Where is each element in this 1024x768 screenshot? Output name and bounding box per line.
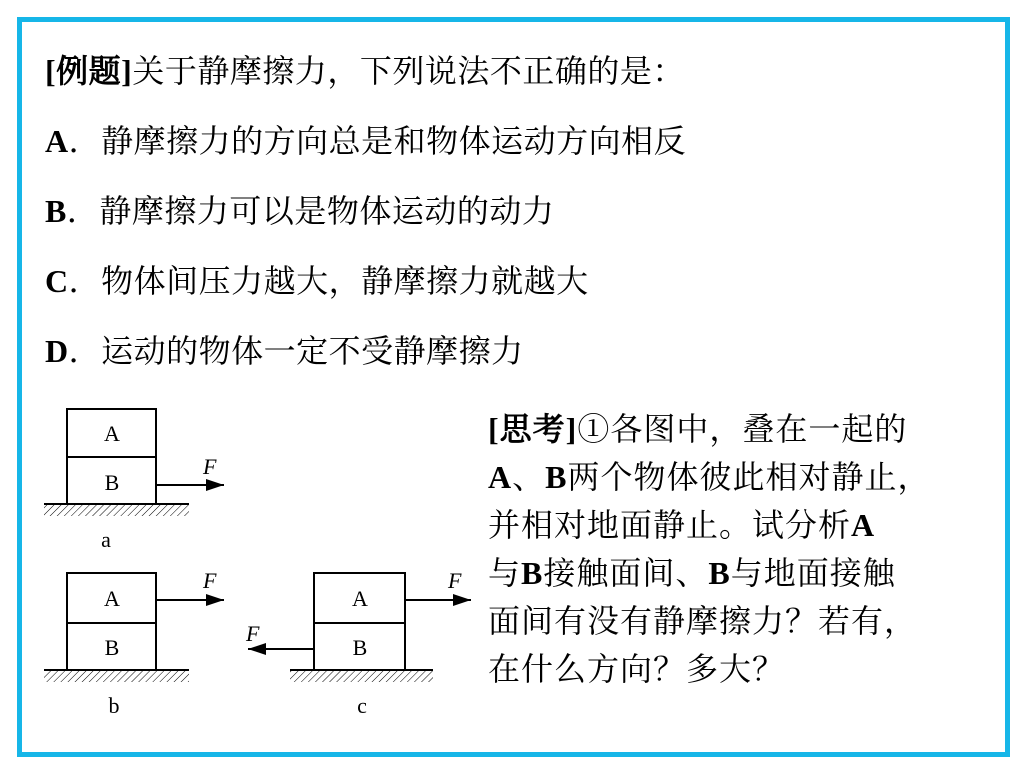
thinking-line-2 — [488, 453, 1008, 501]
thinking-text: 并相对地面静止。试分析 — [488, 506, 852, 544]
thinking-line-5 — [488, 597, 1008, 645]
option-separator: ． — [66, 192, 100, 230]
thinking-text: 接触面间、 — [543, 554, 709, 592]
letter-a: A — [851, 507, 876, 543]
thinking-text: 面间有没有静摩擦力？若有， — [488, 602, 918, 640]
option-letter: B — [45, 193, 67, 229]
block-b-label: B — [352, 635, 368, 660]
option-letter: A — [45, 123, 69, 159]
letter-b: B — [545, 459, 568, 495]
block-a-label: A — [104, 421, 120, 446]
thinking-text: 两个物体彼此相对静止， — [567, 458, 931, 496]
ground-hatch — [290, 670, 433, 682]
option-separator: ． — [68, 122, 102, 160]
thinking-line-4 — [488, 549, 1008, 597]
force-label: F — [203, 454, 217, 479]
block-b-label: B — [104, 470, 120, 495]
question-prefix: [例题] — [45, 53, 133, 89]
ground-hatch — [44, 504, 189, 516]
letter-b: B — [708, 555, 731, 591]
letter-a: A — [488, 459, 513, 495]
force-label: F — [246, 621, 260, 646]
figure-b — [44, 568, 224, 718]
option-text: 物体间压力越大，静摩擦力就越大 — [101, 262, 589, 300]
block-a-label: A — [104, 586, 120, 611]
letter-b: B — [521, 555, 544, 591]
thinking-text: 与 — [488, 554, 522, 592]
option-text: 静摩擦力的方向总是和物体运动方向相反 — [101, 122, 687, 160]
force-label: F — [203, 568, 217, 593]
figure-c — [245, 568, 471, 718]
thinking-text: 与地面接触 — [730, 554, 896, 592]
ground-hatch — [44, 670, 189, 682]
thinking-prefix: [思考] — [488, 411, 578, 447]
thinking-text: ①各图中，叠在一起的 — [577, 410, 908, 448]
figure-caption: b — [108, 693, 120, 718]
thinking-text: 在什么方向？多大？ — [488, 650, 786, 688]
option-letter: C — [45, 263, 69, 299]
block-a-label: A — [352, 586, 368, 611]
block-b-label: B — [104, 635, 120, 660]
option-separator: ． — [68, 262, 102, 300]
thinking-prompt — [488, 405, 1008, 693]
option-text: 运动的物体一定不受静摩擦力 — [101, 332, 524, 370]
option-text: 静摩擦力可以是物体运动的动力 — [99, 192, 555, 230]
figure-a — [44, 409, 224, 552]
option-separator: ． — [68, 332, 102, 370]
thinking-line-3 — [488, 501, 1008, 549]
separator: 、 — [512, 458, 546, 496]
question-text: 关于静摩擦力，下列说法不正确的是： — [132, 52, 685, 90]
option-letter: D — [45, 333, 69, 369]
figure-caption: c — [357, 693, 367, 718]
force-label: F — [448, 568, 462, 593]
thinking-line-6 — [488, 645, 1008, 693]
thinking-line-1 — [488, 405, 1008, 453]
figure-caption: a — [101, 527, 111, 552]
